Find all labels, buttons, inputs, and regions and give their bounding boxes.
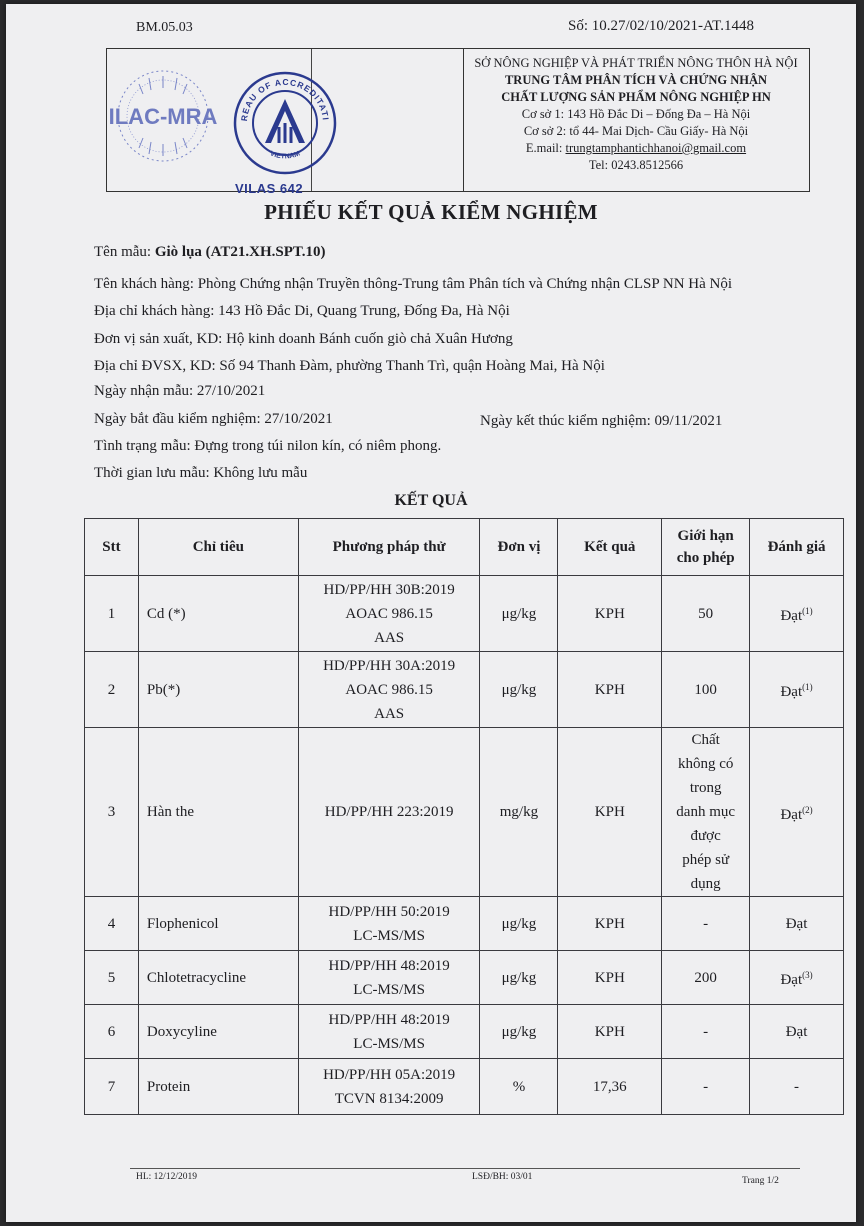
header-limit: Giới hạn cho phép <box>662 519 750 576</box>
cell-stt: 1 <box>85 576 139 652</box>
cell-result: KPH <box>558 897 662 951</box>
storage-row: Thời gian lưu mẫu: Không lưu mẫu <box>94 465 308 481</box>
limit-line: danh mục <box>676 804 736 820</box>
cell-item: Chlotetracycline <box>138 951 298 1005</box>
svg-text:BUREAU OF ACCREDITATION: REAU OF ACCREDITATI <box>238 76 331 122</box>
cell-limit <box>662 652 750 728</box>
table-row <box>85 1059 844 1115</box>
cell-stt: 5 <box>85 951 139 1005</box>
eval-text: Đạt <box>780 684 803 700</box>
cell-method <box>298 951 480 1005</box>
cell-stt: 4 <box>85 897 139 951</box>
cell-result: KPH <box>558 652 662 728</box>
cell-unit: μg/kg <box>480 1005 558 1059</box>
cell-method <box>298 1005 480 1059</box>
eval-note: (3) <box>802 970 813 980</box>
header-item: Chỉ tiêu <box>138 519 298 576</box>
org-line: CHẤT LƯỢNG SẢN PHẨM NÔNG NGHIỆP HN <box>501 90 771 104</box>
eval-note: (1) <box>802 606 813 616</box>
table-header-row <box>85 519 844 576</box>
method-line: HD/PP/HH 48:2019 <box>328 1011 450 1028</box>
letterhead-box <box>106 48 810 196</box>
limit-line: không có <box>677 756 734 772</box>
cell-method <box>298 576 480 652</box>
start-date-row: Ngày bắt đầu kiểm nghiệm: 27/10/2021 <box>94 411 333 427</box>
method-line: AOAC 986.15 <box>345 681 433 698</box>
accreditation-logo <box>233 69 337 184</box>
svg-text:ILAC-MRA: ILAC-MRA <box>109 104 218 129</box>
cell-method <box>298 897 480 951</box>
cell-eval <box>750 652 844 728</box>
cell-item: Pb(*) <box>138 652 298 728</box>
limit-line: Chất <box>691 732 720 748</box>
eval-text: Đạt <box>780 972 803 988</box>
limit-line: phép sử <box>682 852 730 868</box>
customer-row: Tên khách hàng: Phòng Chứng nhận Truyền thông-Trung tâm Phân tích và Chứng nhận CLSP NN Hà Nội <box>94 276 733 292</box>
org-address: Cơ sở 2: tổ 44- Mai Dịch- Cầu Giấy- Hà Nội <box>523 124 749 138</box>
limit-line: dụng <box>690 876 721 892</box>
cell-method <box>298 1059 480 1115</box>
cell-limit <box>662 951 750 1005</box>
eval-text: - <box>794 1078 800 1095</box>
header-method: Phương pháp thử <box>298 519 480 576</box>
limit-line: được <box>690 828 721 844</box>
results-table <box>84 518 844 1115</box>
cell-eval <box>750 728 844 897</box>
cell-stt: 3 <box>85 728 139 897</box>
eval-text: Đạt <box>780 608 803 624</box>
method-line: AOAC 986.15 <box>345 605 433 622</box>
header-unit: Đơn vị <box>480 519 558 576</box>
table-row <box>85 897 844 951</box>
limit-line: trong <box>689 780 722 796</box>
eval-text: Đạt <box>785 915 808 932</box>
cell-unit: μg/kg <box>480 576 558 652</box>
form-code: BM.05.03 <box>136 20 193 35</box>
cell-result: KPH <box>558 728 662 897</box>
header-stt: Stt <box>85 519 139 576</box>
end-date-row: Ngày kết thúc kiểm nghiệm: 09/11/2021 <box>480 413 723 429</box>
limit-line: 100 <box>694 681 717 698</box>
table-body <box>85 576 844 1115</box>
method-line: LC-MS/MS <box>353 1035 425 1052</box>
cell-item: Doxycyline <box>138 1005 298 1059</box>
cell-item: Hàn the <box>138 728 298 897</box>
eval-note: (1) <box>802 682 813 692</box>
method-line: HD/PP/HH 48:2019 <box>328 957 450 974</box>
header-eval: Đánh giá <box>750 519 844 576</box>
cell-unit: % <box>480 1059 558 1115</box>
footer-rule <box>130 1168 800 1169</box>
cell-unit: μg/kg <box>480 951 558 1005</box>
svg-text:VIETNAM: VIETNAM <box>268 150 302 161</box>
cell-method <box>298 728 480 897</box>
cell-eval <box>750 951 844 1005</box>
org-line: TRUNG TÂM PHÂN TÍCH VÀ CHỨNG NHẬN <box>504 73 768 87</box>
cell-eval <box>750 1059 844 1115</box>
org-tel: Tel: 0243.8512566 <box>588 158 684 172</box>
org-line: SỞ NÔNG NGHIỆP VÀ PHÁT TRIỂN NÔNG THÔN HÀ NỘI <box>474 56 798 70</box>
cell-limit <box>662 576 750 652</box>
method-line: HD/PP/HH 50:2019 <box>328 903 450 920</box>
eval-note: (2) <box>802 804 813 815</box>
cell-unit: μg/kg <box>480 652 558 728</box>
cell-eval <box>750 576 844 652</box>
customer-address-row: Địa chỉ khách hàng: 143 Hồ Đắc Di, Quang Trung, Đống Đa, Hà Nội <box>94 303 510 319</box>
cell-stt: 2 <box>85 652 139 728</box>
document-title: PHIẾU KẾT QUẢ KIỂM NGHIỆM <box>264 200 598 224</box>
cell-result: 17,36 <box>558 1059 662 1115</box>
ilac-mra-logo <box>109 64 221 171</box>
cell-stt: 6 <box>85 1005 139 1059</box>
cell-stt: 7 <box>85 1059 139 1115</box>
cell-item: Flophenicol <box>138 897 298 951</box>
email-link[interactable]: trungtamphantichhanoi@gmail.com <box>565 141 747 155</box>
cell-method <box>298 652 480 728</box>
method-line: AAS <box>374 629 405 646</box>
cell-item: Protein <box>138 1059 298 1115</box>
table-row <box>85 1005 844 1059</box>
limit-line: - <box>703 1078 709 1095</box>
document-number: Số: 10.27/02/10/2021-AT.1448 <box>568 18 754 34</box>
method-line: HD/PP/HH 223:2019 <box>324 804 454 820</box>
footer-center: LSĐ/BH: 03/01 <box>472 1172 533 1182</box>
cell-result: KPH <box>558 576 662 652</box>
org-email-row <box>463 140 809 157</box>
cell-eval <box>750 1005 844 1059</box>
sample-value: Giò lụa (AT21.XH.SPT.10) <box>154 244 326 260</box>
cell-limit <box>662 897 750 951</box>
limit-line: 200 <box>694 969 717 986</box>
method-line: HD/PP/HH 30B:2019 <box>323 581 455 598</box>
table-row <box>85 951 844 1005</box>
method-line: HD/PP/HH 30A:2019 <box>323 657 456 674</box>
vilas-code: VILAS 642 <box>235 181 304 196</box>
received-date-row: Ngày nhận mẫu: 27/10/2021 <box>94 383 266 399</box>
cell-eval <box>750 897 844 951</box>
method-line: LC-MS/MS <box>353 981 425 998</box>
org-address: Cơ sở 1: 143 Hồ Đắc Di – Đống Đa – Hà Nội <box>521 107 751 121</box>
eval-text: Đạt <box>785 1023 808 1040</box>
table-row <box>85 652 844 728</box>
cell-limit <box>662 1005 750 1059</box>
limit-line: - <box>703 1023 709 1040</box>
organization-info <box>463 55 809 174</box>
eval-text: Đạt <box>780 806 803 823</box>
footer-left: HL: 12/12/2019 <box>136 1172 197 1182</box>
cell-result: KPH <box>558 1005 662 1059</box>
cell-limit <box>662 1059 750 1115</box>
method-line: AAS <box>374 705 405 722</box>
limit-line: - <box>703 915 709 932</box>
method-line: LC-MS/MS <box>353 927 425 944</box>
cell-item: Cd (*) <box>138 576 298 652</box>
limit-line: 50 <box>698 605 714 622</box>
email-label: E.mail: <box>525 141 566 155</box>
table-row <box>85 728 844 897</box>
document-page <box>6 4 856 1222</box>
cell-unit: μg/kg <box>480 897 558 951</box>
producer-row: Đơn vị sản xuất, KD: Hộ kinh doanh Bánh cuốn giò chả Xuân Hương <box>94 331 513 347</box>
method-line: TCVN 8134:2009 <box>334 1090 444 1107</box>
producer-address-row: Địa chỉ ĐVSX, KD: Số 94 Thanh Đàm, phường Thanh Trì, quận Hoàng Mai, Hà Nội <box>94 358 605 374</box>
cell-unit: mg/kg <box>480 728 558 897</box>
cell-limit <box>662 728 750 897</box>
method-line: HD/PP/HH 05A:2019 <box>323 1066 456 1083</box>
sample-name-row <box>94 244 326 261</box>
condition-row: Tình trạng mẫu: Đựng trong túi nilon kín, có niêm phong. <box>94 438 442 454</box>
header-result: Kết quả <box>558 519 662 576</box>
table-row <box>85 576 844 652</box>
footer-page: Trang 1/2 <box>742 1176 779 1186</box>
results-heading: KẾT QUẢ <box>394 492 468 509</box>
cell-result: KPH <box>558 951 662 1005</box>
sample-label: Tên mẫu: <box>94 244 155 260</box>
